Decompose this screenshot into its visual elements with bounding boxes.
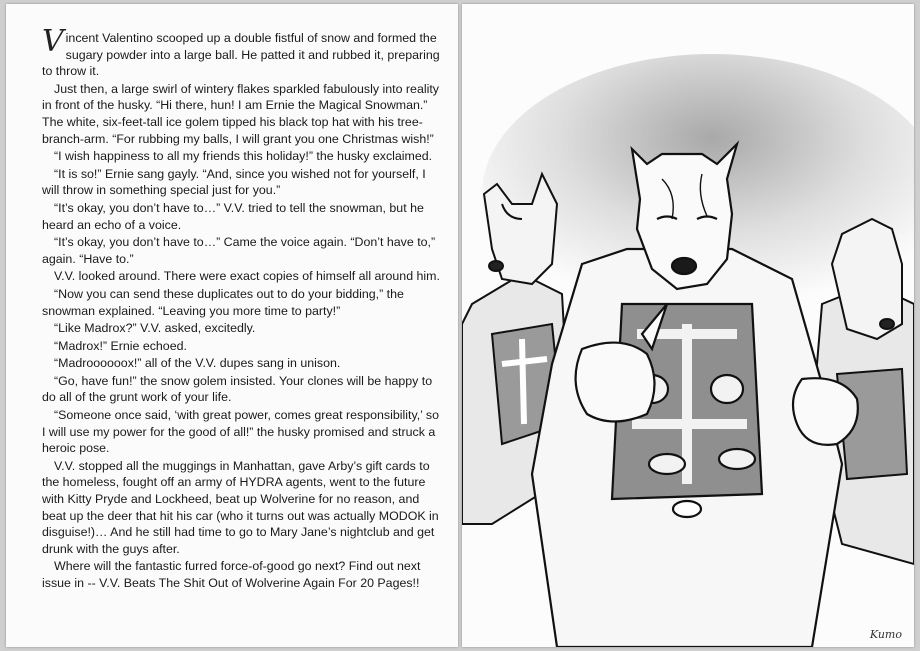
story-paragraph: “It’s okay, you don’t have to…” Came the voice again. “Don’t have to,” again. “Have to.” xyxy=(42,235,436,266)
story-paragraph: V.V. looked around. There were exact copies of himself all around him. xyxy=(54,269,440,284)
story-paragraph: “Madroooooox!” all of the V.V. dupes sang in unison. xyxy=(54,356,341,371)
drop-cap: V xyxy=(42,24,64,59)
story-paragraph: “I wish happiness to all my friends this holiday!” the husky exclaimed. xyxy=(54,149,433,164)
story-paragraph: “Someone once said, ‘with great power, comes great responsibility,’ so I will use my power for the good of all!” the husky promised and struck a heroic pose. xyxy=(42,408,439,456)
story-paragraph: Where will the fantastic furred force-of-good go next? Find out next issue in -- V.V. Beats The Shit Out of Wolverine Again For 20 Pages!! xyxy=(42,559,421,590)
artist-signature: Kumo xyxy=(869,628,902,641)
left-page xyxy=(6,4,458,647)
story-paragraph: “Madrox!” Ernie echoed. xyxy=(54,338,187,353)
story-paragraph: “It is so!” Ernie sang gayly. “And, since you wished not for yourself, I will throw in something special just for you.” xyxy=(42,166,426,198)
husky-clones-illustration xyxy=(462,4,914,647)
story-paragraph: Just then, a large swirl of wintery flakes sparkled fabulously into reality in front of the husky. “Hi there, hun! I am Ernie the Magical Snowman.” The white, six-feet-tall ice golem tipped his black top hat with his tree-branch-arm. “For rubbing my balls, I will grant you one Christmas wish!” xyxy=(42,81,439,146)
story-paragraph: “Like Madrox?” V.V. asked, excitedly. xyxy=(54,321,256,336)
story-paragraph: “It’s okay, you don’t have to…” V.V. tried to tell the snowman, but he heard an echo of a voice. xyxy=(42,200,424,232)
right-page xyxy=(462,4,914,647)
story-paragraph-text: incent Valentino scooped up a double fistful of snow and formed the sugary powder into a large ball. He patted it and rubbed it, preparing to throw it. xyxy=(42,31,440,79)
story-paragraph xyxy=(42,24,442,80)
story-paragraph: “Go, have fun!” the snow golem insisted. Your clones will be happy to do all of the grunt work of your life. xyxy=(42,373,433,405)
story-paragraph: “Now you can send these duplicates out to do your bidding,” the snowman explained. “Leaving you more time to party!” xyxy=(42,286,404,318)
story-text xyxy=(42,24,442,593)
story-paragraph: V.V. stopped all the muggings in Manhattan, gave Arby’s gift cards to the homeless, fought off an army of HYDRA agents, went to the future with Kitty Pryde and Lockheed, beat up Wolverine for no reason, and beat up the deer that hit his car (who it turns out was actually MODOK in disguise!)… And he still had time to go to Mary Jane’s nightclub and get drunk with the guys after. xyxy=(42,458,439,556)
